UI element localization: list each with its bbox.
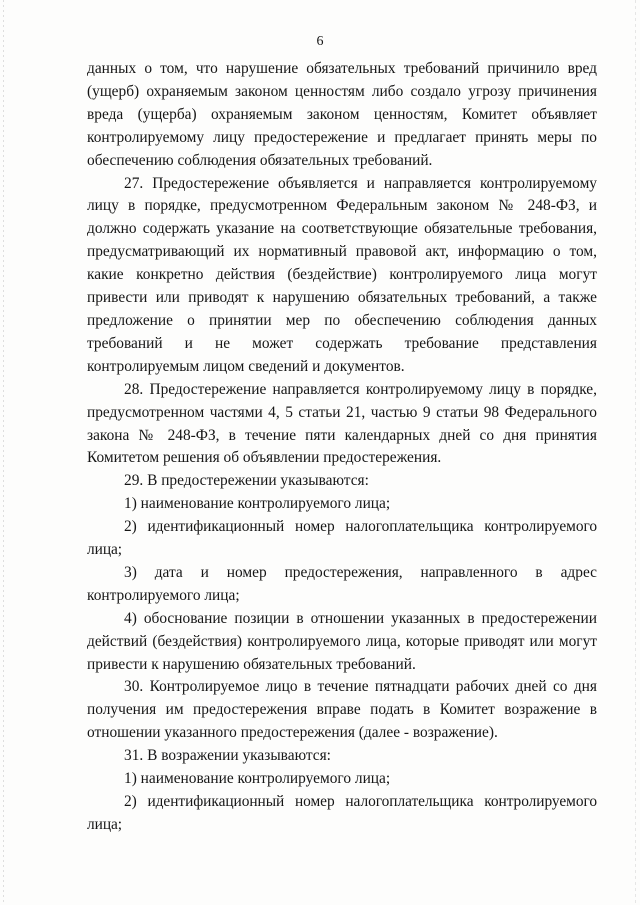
list-item-29-1: 1) наименование контролируемого лица;: [124, 495, 391, 513]
paragraph-continuation: данных о том, что нарушение обязательных требований причинило вред (ущерб) охраняемым законом ценностям либо создало угрозу причинения вреда (ущерба) охраняемым законом ценностям, Комитет объявляет контролируемому лицу предостережение и предлагает принять меры по обеспечению соблюдения обязательных требований.: [87, 60, 597, 169]
list-item-31-1: 1) наименование контролируемого лица;: [124, 770, 391, 788]
scan-edge-right: [635, 0, 636, 905]
paragraph-30: 30. Контролируемое лицо в течение пятнадцати рабочих дней со дня получения им предостережения вправе подать в Комитет возражение в отношении указанного предостережения (далее - возражение).: [87, 678, 597, 742]
paragraph-28: 28. Предостережение направляется контролируемому лицу в порядке, предусмотренном частями 4, 5 статьи 21, частью 9 статьи 98 Федерального закона № 248-ФЗ, в течение пяти календарных дней со дня принятия Комитетом решения об объявлении предостережения.: [87, 380, 597, 467]
list-item-29-4: 4) обоснование позиции в отношении указанных в предостережении действий (бездействия) контролируемого лица, которые приводят или могут привести к нарушению обязательных требований.: [87, 609, 597, 673]
list-item-31-2: 2) идентификационный номер налогоплательщика контролируемого лица;: [87, 793, 597, 833]
scan-edge-left: [3, 0, 4, 905]
document-body: [87, 58, 597, 837]
paragraph-31: 31. В возражении указываются:: [124, 747, 331, 765]
paragraph-29: 29. В предостережении указываются:: [124, 472, 369, 490]
list-item-29-2: 2) идентификационный номер налогоплательщика контролируемого лица;: [87, 518, 597, 559]
page-number: 6: [316, 34, 324, 49]
list-item-29-3: 3) дата и номер предостережения, направленного в адрес контролируемого лица;: [87, 563, 597, 604]
paragraph-27: 27. Предостережение объявляется и направляется контролируемому лицу в порядке, предусмотренном Федеральным законом № 248-ФЗ, и должно содержать указание на соответствующие обязательные требования, предусматривающий их нормативный правовой акт, информацию о том, какие конкретно действия (бездействие) контролируемого лица могут привести или приводят к нарушению обязательных требований, а также предложение о принятии мер по обеспечению соблюдения данных требований и не может содержать требование представления контролируемым лицом сведений и документов.: [87, 174, 597, 375]
